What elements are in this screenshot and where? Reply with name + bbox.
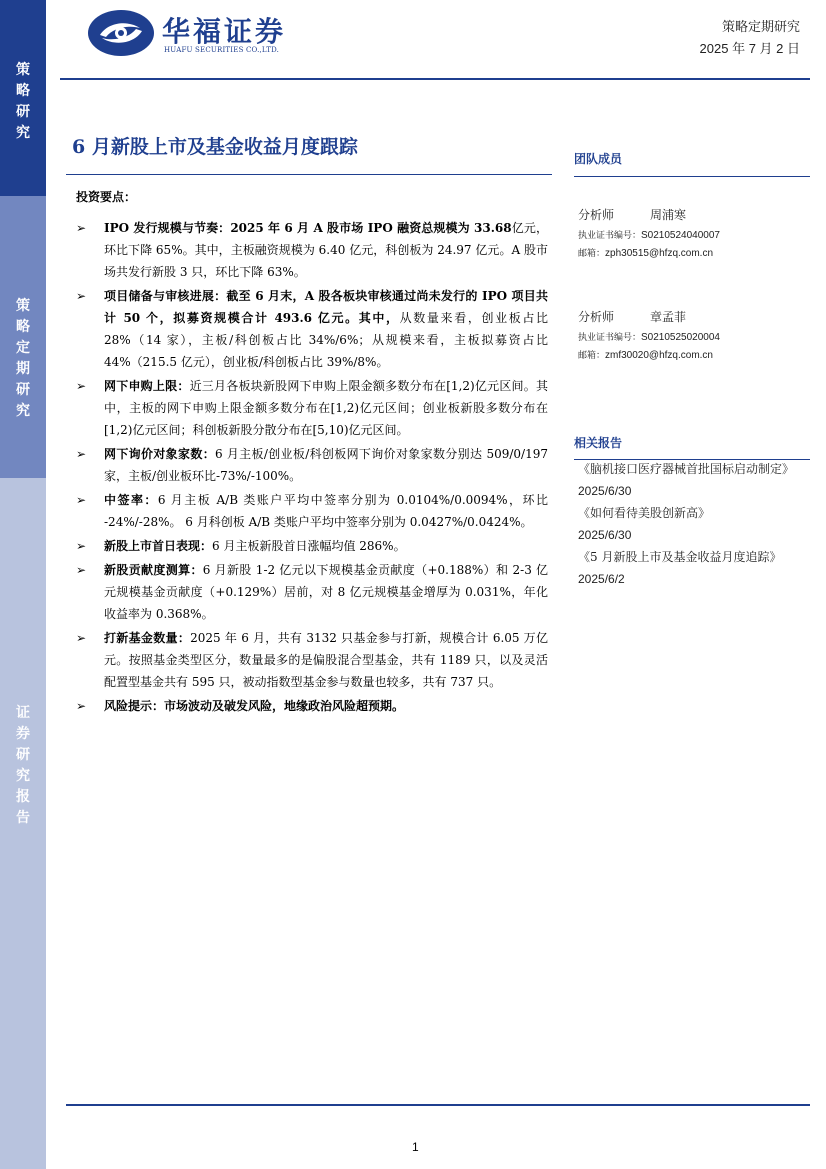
report-link[interactable]: 《脑机接口医疗器械首批国标启动制定》: [578, 462, 795, 476]
analyst-name: 章孟菲: [650, 310, 687, 324]
email-address[interactable]: zph30515@hfzq.com.cn: [605, 248, 714, 259]
bullet-heading: 网下申购上限：: [104, 379, 190, 393]
bullet-offline-limit: [76, 375, 548, 441]
report-date: 2025/6/30: [578, 528, 632, 542]
analyst-email: [578, 348, 808, 361]
bullet-project-pipeline: [76, 285, 548, 373]
analyst-name-row: [578, 308, 808, 325]
analyst-email: [578, 246, 808, 259]
bullet-text: 亿元，环比下降 65%。其中，主板融资规模为 6.40 亿元，科创板为 24.97 亿元。A 股市场共发行新股 3 只，环比下降 63%。: [104, 221, 548, 279]
related-reports-title: 相关报告: [574, 436, 623, 450]
bullet-bold-text: 截至 6 月末，A 股各板块审核通过尚未发行的 IPO 项目共计 50 个，拟募资规模合计 493.6 亿元。其中，: [104, 289, 548, 325]
analyst-name: 周浦寒: [650, 208, 687, 222]
bullet-risk: [76, 695, 548, 717]
bullet-heading: IPO 发行规模与节奏：: [104, 221, 231, 235]
analyst-license: [578, 228, 808, 241]
bullet-heading: 中签率：: [104, 493, 158, 507]
sidebar-char: 证: [16, 705, 30, 721]
page-title: 6 月新股上市及基金收益月度跟踪: [72, 136, 358, 158]
header-divider: [60, 78, 810, 80]
bullet-heading: 新股贡献度测算：: [104, 563, 203, 577]
related-reports-section: [574, 434, 810, 460]
bullet-text: 2025 年 6 月，共有 3132 只基金参与打新，规模合计 6.05 万亿元。按照基金类型区分，数量最多的是偏股混合型基金，共有 1189 只，以及灵活配置型基金共有 595 只，被动指数型基金参与数量也较多，共有 737 只。: [104, 631, 548, 689]
sidebar-char: 研: [16, 382, 30, 398]
sidebar-char: 究: [16, 768, 30, 784]
bullet-heading: 风险提示：: [104, 699, 165, 713]
bullet-winning-rate: [76, 489, 548, 533]
report-link[interactable]: 《5 月新股上市及基金收益月度追踪》: [578, 550, 782, 564]
sidebar-char: 券: [16, 726, 30, 742]
arrow-bullet-icon: ➢: [76, 221, 87, 235]
team-section: [574, 150, 810, 177]
footer-divider: [66, 1104, 810, 1106]
report-date: 2025/6/30: [578, 484, 632, 498]
report-date: 2025/6/2: [578, 572, 625, 586]
sidebar-char: 报: [16, 789, 30, 805]
license-number: S0210524040007: [641, 230, 720, 241]
bullet-fund-count: [76, 627, 548, 693]
title-divider: [66, 174, 552, 175]
license-label: 执业证书编号：: [578, 231, 642, 241]
sidebar-segment-strategy: [0, 0, 46, 196]
sidebar-char: 究: [16, 403, 30, 419]
arrow-bullet-icon: ➢: [76, 563, 87, 577]
bullet-ipo-scale: [76, 217, 548, 283]
email-label: 邮箱：: [578, 351, 606, 361]
arrow-bullet-icon: ➢: [76, 447, 87, 461]
bullet-text: 6 月主板新股首日涨幅均值 286%。: [212, 539, 406, 553]
bullet-text: 6 月新股 1-2 亿元以下规模基金贡献度（+0.188%）和 2-3 亿元规模基金贡献度（+0.129%）居前，对 8 亿元规模基金增厚为 0.031%，年化收益率为 0.368%。: [104, 563, 548, 621]
arrow-bullet-icon: ➢: [76, 699, 87, 713]
sidebar-char: 究: [16, 125, 30, 141]
bullet-first-day: [76, 535, 548, 557]
related-reports-list: [578, 458, 810, 590]
logo-chinese-name: 华福证券: [162, 15, 287, 48]
company-logo: [86, 8, 296, 58]
email-label: 邮箱：: [578, 249, 606, 259]
arrow-bullet-icon: ➢: [76, 631, 87, 645]
email-address[interactable]: zmf30020@hfzq.com.cn: [605, 350, 713, 361]
bullet-contribution: [76, 559, 548, 625]
sidebar-segment-report: [0, 478, 46, 1169]
analyst-name-row: [578, 206, 808, 223]
analyst-license: [578, 330, 808, 343]
analyst-card: [578, 308, 808, 361]
sidebar-char: 略: [16, 319, 30, 335]
bullet-heading: 新股上市首日表现：: [104, 539, 213, 553]
license-label: 执业证书编号：: [578, 333, 642, 343]
bullet-text: 6 月主板 A/B 类账户平均中签率分别为 0.0104%/0.0094%，环比 -24%/-28%。 6 月科创板 A/B 类账户平均中签率分别为 0.0427%/0.0424%。: [104, 493, 548, 529]
bullet-heading: 打新基金数量：: [104, 631, 191, 645]
team-divider: [574, 176, 810, 177]
investment-highlights: [76, 188, 548, 719]
sidebar-char: 策: [16, 62, 30, 78]
bullet-text: 近三月各板块新股网下申购上限金额多数分布在[1,2)亿元区间。其中，主板的网下申购上限金额多数分布在[1,2)亿元区间；创业板新股多数分布在[1,2)亿元区间；科创板新股分散分布在[5,10)亿元区间。: [104, 379, 548, 437]
logo-mark-icon: [86, 8, 156, 58]
arrow-bullet-icon: ➢: [76, 539, 87, 553]
sidebar-char: 研: [16, 747, 30, 763]
bullet-text: 从数量来看，创业板占比 28%（14 家），主板/科创板占比 34%/6%；从规模来看，主板拟募资占比 44%（215.5 亿元），创业板/科创板占比 39%/8%。: [104, 311, 548, 369]
arrow-bullet-icon: ➢: [76, 493, 87, 507]
bullet-text: 6 月主板/创业板/科创板网下询价对象家数分别达 509/0/197 家，主板/创业板环比-73%/-100%。: [104, 447, 548, 483]
team-title: 团队成员: [574, 152, 623, 166]
bullet-heading: 项目储备与审核进展：: [104, 289, 227, 303]
bullet-inquiry-count: [76, 443, 548, 487]
sidebar-char: 策: [16, 298, 30, 314]
section-heading: 投资要点：: [76, 190, 137, 204]
sidebar-segment-periodic: [0, 196, 46, 478]
analyst-role: 分析师: [578, 208, 615, 222]
sidebar-char: 期: [16, 361, 30, 377]
bullet-bold-text: 市场波动及破发风险，地缘政治风险超预期。: [164, 699, 405, 713]
report-date: 2025 年 7 月 2 日: [699, 41, 800, 56]
bullet-bold-text: 2025 年 6 月 A 股市场 IPO 融资总规模为 33.68: [230, 221, 512, 235]
sidebar-char: 研: [16, 104, 30, 120]
sidebar-char: 告: [16, 810, 30, 826]
report-type: 策略定期研究: [721, 20, 800, 35]
arrow-bullet-icon: ➢: [76, 289, 87, 303]
logo-english-name: HUAFU SECURITIES CO.,LTD.: [164, 46, 280, 54]
sidebar: [0, 0, 46, 1169]
analyst-role: 分析师: [578, 310, 615, 324]
sidebar-char: 略: [16, 83, 30, 99]
page-number: 1: [412, 1140, 419, 1154]
sidebar-char: 定: [16, 340, 30, 356]
bullet-heading: 网下询价对象家数：: [104, 447, 216, 461]
arrow-bullet-icon: ➢: [76, 379, 87, 393]
analyst-card: [578, 206, 808, 259]
report-link[interactable]: 《如何看待美股创新高》: [578, 506, 711, 520]
license-number: S0210525020004: [641, 332, 720, 343]
